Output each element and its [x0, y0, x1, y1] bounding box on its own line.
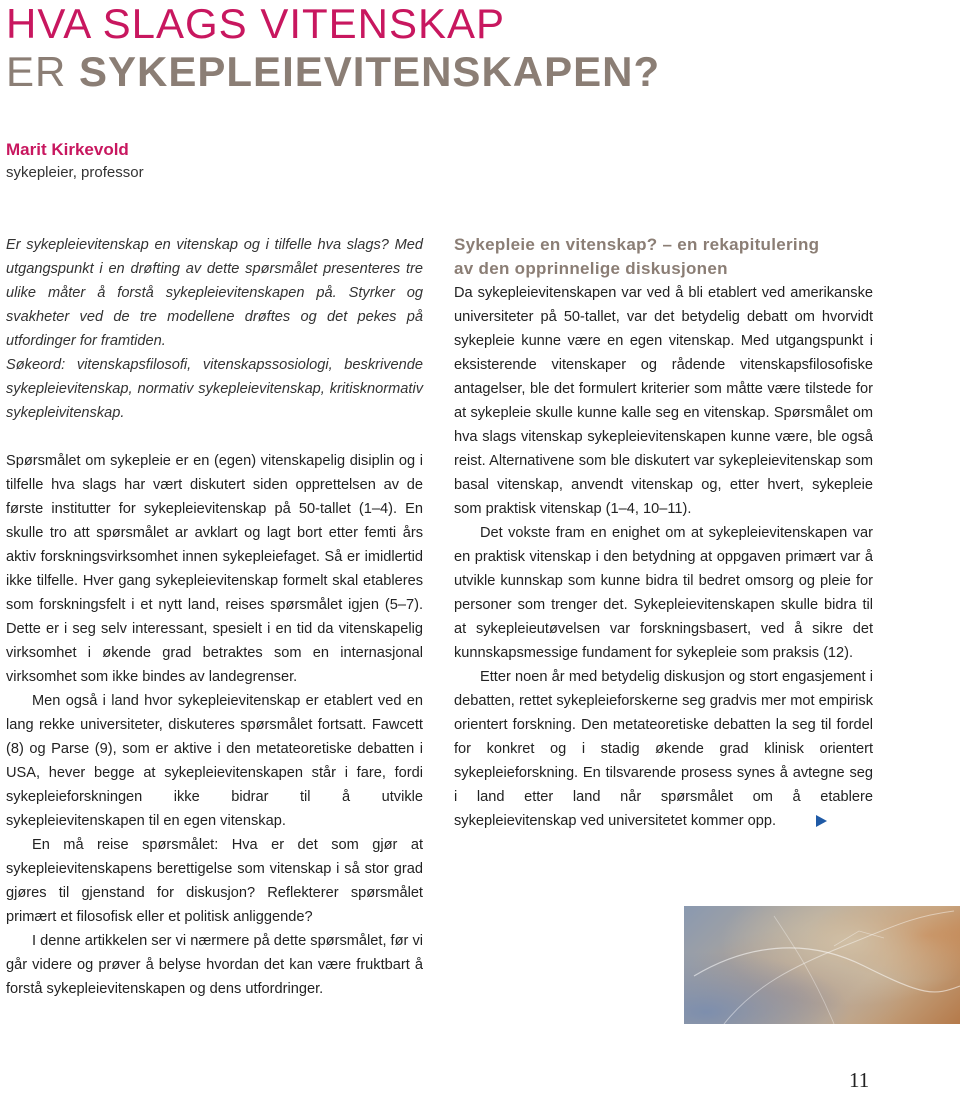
body-paragraph-text: Etter noen år med betydelig diskusjon og stort engasjement i debatten, rettet sykepleieforskerne seg gradvis mer mot empirisk orientert forskning. Den metateoretiske debatten la seg til fordel for konkret og i stadig økende grad klinisk orientert sykepleieforskning. En tilsvarende prosess synes å avtegne seg i land etter land når spørsmålet om å etablere sykepleievitenskap ved universitetet kommer opp.	[454, 669, 873, 829]
body-paragraph: Det vokste fram en enighet om at sykepleievitenskapen var en praktisk vitenskap i den betydning at oppgaven primært var å utvikle kunnskap som kunne bidra til bedret omsorg og pleie for personer som trenger det. Sykepleievitenskapen skulle bidra til at sykepleieutøvelsen var forskningsbasert, ved å sikre det kunnskapsmessige fundament for sykepleie som praksis (12).	[454, 525, 873, 661]
body-right	[454, 281, 873, 833]
title-line-2-bold: SYKEPLEIEVITENSKAPEN?	[79, 48, 661, 95]
author-block	[6, 138, 144, 184]
body-paragraph: Men også i land hvor sykepleievitenskap er etablert ved en lang rekke universiteter, diskuteres spørsmålet fortsatt. Fawcett (8) og Parse (9), som er aktive i den metateoretiske debatten i USA, hever begge at sykepleievitenskapen står i fare, fordi sykepleieforskningen ikke bidrar til å utvikle sykepleievitenskapen til en egen vitenskap.	[6, 693, 423, 829]
abstract-keywords: Søkeord: vitenskapsfilosofi, vitenskapssosiologi, beskrivende sykepleievitenskap, normativ sykepleievitenskap, kritisknormativ sykepleivitenskap.	[6, 357, 423, 421]
leaf-texture-icon	[684, 906, 960, 1024]
author-role: sykepleier, professor	[6, 164, 144, 181]
title-line-2-prefix: ER	[6, 48, 80, 95]
continue-arrow-icon[interactable]	[816, 815, 827, 827]
title-line-1: HVA SLAGS VITENSKAP	[6, 0, 506, 47]
body-paragraph: Spørsmålet om sykepleie er en (egen) vitenskapelig disiplin og i tilfelle hva slags har vært diskutert siden opprettelsen av de første institutter for sykepleievitenskap på 50-tallet (1–4). En skulle tro att spørsmålet ar avklart og lagt bort etter femti års aktiv forskningsvirksomhet innen sykepleiefaget. Så er imidlertid ikke tilfelle. Hver gang sykepleievitenskap formelt skal etableres som forskningsfelt i et nytt land, reises spørsmålet igjen (5–7). Dette er i seg selv interessant, spesielt i en tid da vitenskapelig virksomhet i økende grad betraktes som en internasjonal virksomhet som ikke bindes av landegrenser.	[6, 453, 423, 685]
abstract	[6, 233, 423, 425]
decorative-image	[684, 906, 960, 1024]
title-line-2	[6, 48, 660, 96]
right-column	[454, 233, 873, 833]
left-column	[6, 233, 423, 1001]
section-heading-line-2: av den opprinnelige diskusjonen	[454, 259, 728, 278]
article-title	[6, 0, 660, 96]
body-left	[6, 449, 423, 1001]
page-number: 11	[849, 1068, 870, 1092]
body-paragraph	[454, 665, 873, 833]
body-paragraph: Da sykepleievitenskapen var ved å bli etablert ved amerikanske universiteter på 50-tallet, var det betydelig debatt om hvorvidt sykepleie kunne være en egen vitenskap. Med utgangspunkt i eksisterende vitenskaper og rådende vitenskapsfilosofiske antagelser, ble det formulert kriterier som måtte være tilstede for at sykepleie skulle kunne kalle seg en vitenskap. Spørsmålet om hva slags vitenskap sykepleievitenskapen kunne være, ble også reist. Alternativene som ble diskutert var sykepleievitenskap som basal vitenskap, anvendt vitenskap og, etter hvert, sykepleie som praktisk vitenskap (1–4, 10–11).	[454, 285, 873, 517]
abstract-summary: Er sykepleievitenskap en vitenskap og i tilfelle hva slags? Med utgangspunkt i en drøfting av dette spørsmålet presenteres tre ulike måter å forstå sykepleievitenskapen på. Styrker og svakheter ved de tre modellene drøftes og det pekes på utfordinger for framtiden.	[6, 237, 423, 349]
section-heading	[454, 233, 873, 281]
author-name: Marit Kirkevold	[6, 140, 129, 159]
body-paragraph: I denne artikkelen ser vi nærmere på dette spørsmålet, før vi går videre og prøver å belyse hvordan det kan være fruktbart å forstå sykepleievitenskapen og dens utfordringer.	[6, 933, 423, 997]
body-paragraph: En må reise spørsmålet: Hva er det som gjør at sykepleievitenskapens berettigelse som vitenskap i så stor grad gjøres til gjenstand for diskusjon? Reflekterer spørsmålet primært et filosofisk eller et politisk anliggende?	[6, 837, 423, 925]
section-heading-line-1: Sykepleie en vitenskap? – en rekapitulering	[454, 235, 820, 254]
